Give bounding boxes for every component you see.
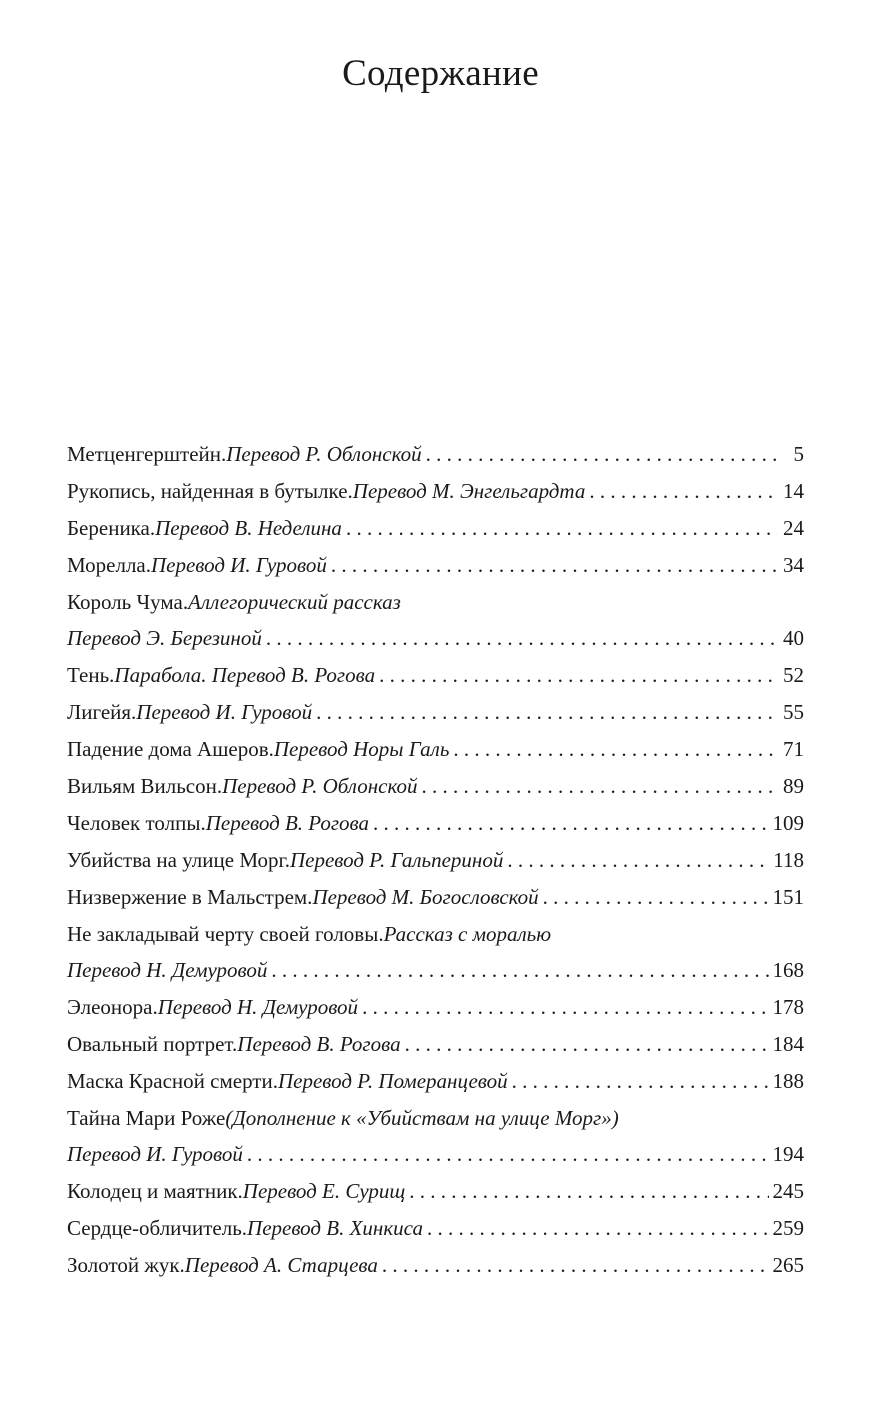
toc-entry-translator: Перевод Р. Померанцевой bbox=[277, 1069, 508, 1093]
toc-entry[interactable] bbox=[67, 731, 804, 767]
toc-entry-translator: Перевод М. Энгельгардта bbox=[352, 479, 586, 503]
toc-entry-page: 52 bbox=[783, 663, 804, 687]
toc-entry-translator: Перевод И. Гуровой bbox=[136, 700, 313, 724]
toc-entry-page: 118 bbox=[773, 848, 804, 872]
toc-entry-title: Маска Красной смерти. bbox=[67, 1069, 278, 1093]
toc-entry-page: 245 bbox=[772, 1179, 804, 1203]
toc-leader-dots bbox=[507, 842, 769, 878]
toc-entry-title: Падение дома Ашеров. bbox=[67, 737, 274, 761]
toc-leader-dots bbox=[382, 1247, 769, 1283]
toc-entry-title: Морелла. bbox=[67, 553, 151, 577]
toc-entry-translator: Перевод И. Гуровой bbox=[151, 553, 327, 577]
toc-entry-subtitle: (Дополнение к «Убийствам на улице Морг») bbox=[225, 1106, 619, 1130]
toc-entry-translator: Перевод И. Гуровой bbox=[67, 1142, 243, 1166]
toc-entry[interactable] bbox=[67, 1173, 804, 1209]
toc-entry-translator: Перевод Норы Галь bbox=[273, 737, 450, 761]
toc-entry-translator: Перевод Р. Облонской bbox=[226, 442, 422, 466]
toc-entry-translator: Перевод В. Хинкиса bbox=[247, 1216, 423, 1240]
toc-entry[interactable] bbox=[67, 916, 804, 988]
toc-entry-title: Лигейя. bbox=[67, 700, 137, 724]
toc-leader-dots bbox=[453, 731, 778, 767]
toc-entry-translator: Парабола. Перевод В. Рогова bbox=[114, 663, 376, 687]
toc-entry[interactable] bbox=[67, 768, 804, 804]
toc-entry-title: Овальный портрет. bbox=[67, 1032, 238, 1056]
toc-entry[interactable] bbox=[67, 657, 804, 693]
toc-entry-page: 55 bbox=[783, 700, 804, 724]
toc-entry-translator: Перевод В. Неделина bbox=[155, 516, 342, 540]
toc-leader-dots bbox=[427, 1210, 769, 1246]
toc-entry[interactable] bbox=[67, 694, 804, 730]
toc-entry-page: 24 bbox=[783, 516, 804, 540]
toc-entry-translator: Перевод Н. Демуровой bbox=[157, 995, 359, 1019]
toc-leader-dots bbox=[589, 473, 778, 509]
toc-leader-dots bbox=[316, 694, 778, 730]
toc-leader-dots bbox=[362, 989, 768, 1025]
table-of-contents bbox=[67, 436, 804, 1284]
toc-entry-translator: Перевод Р. Облонской bbox=[222, 774, 418, 798]
toc-entry[interactable] bbox=[67, 842, 804, 878]
toc-entry-translator: Перевод В. Рогова bbox=[237, 1032, 401, 1056]
toc-leader-dots bbox=[379, 657, 778, 693]
toc-entry[interactable] bbox=[67, 989, 804, 1025]
toc-entry-title: Колодец и маятник. bbox=[67, 1179, 243, 1203]
toc-leader-dots bbox=[512, 1063, 769, 1099]
toc-leader-dots bbox=[373, 805, 768, 841]
toc-leader-dots bbox=[266, 620, 778, 656]
toc-entry[interactable] bbox=[67, 1100, 804, 1172]
toc-entry[interactable] bbox=[67, 1063, 804, 1099]
toc-entry-title: Рукопись, найденная в бутылке. bbox=[67, 479, 353, 503]
toc-entry[interactable] bbox=[67, 1247, 804, 1283]
toc-entry-title: Не закладывай черту своей головы. bbox=[67, 922, 384, 946]
toc-leader-dots bbox=[271, 952, 768, 988]
toc-entry-title: Береника. bbox=[67, 516, 156, 540]
toc-entry-page: 109 bbox=[772, 811, 804, 835]
toc-entry-page: 71 bbox=[783, 737, 804, 761]
toc-leader-dots bbox=[543, 879, 769, 915]
toc-entry-page: 265 bbox=[772, 1253, 804, 1277]
toc-entry-title: Тайна Мари Роже bbox=[67, 1106, 226, 1130]
toc-entry-translator: Перевод Р. Гальпериной bbox=[289, 848, 504, 872]
toc-entry-translator: Перевод Н. Демуровой bbox=[67, 958, 268, 982]
toc-entry-page: 194 bbox=[772, 1142, 804, 1166]
toc-entry-page: 151 bbox=[772, 885, 804, 909]
toc-entry-title: Человек толпы. bbox=[67, 811, 206, 835]
toc-entry-page: 5 bbox=[793, 442, 804, 466]
toc-entry-translator: Перевод Е. Сурищ bbox=[242, 1179, 406, 1203]
toc-leader-dots bbox=[247, 1136, 769, 1172]
toc-entry-subtitle: Рассказ с моралью bbox=[383, 922, 551, 946]
toc-entry-translator: Перевод В. Рогова bbox=[205, 811, 370, 835]
toc-entry-title: Элеонора. bbox=[67, 995, 158, 1019]
toc-leader-dots bbox=[426, 436, 778, 472]
toc-entry-page: 14 bbox=[783, 479, 804, 503]
toc-entry[interactable] bbox=[67, 473, 804, 509]
toc-entry-page: 184 bbox=[772, 1032, 804, 1056]
toc-entry[interactable] bbox=[67, 1210, 804, 1246]
page-title: Содержание bbox=[342, 53, 539, 94]
toc-entry-subtitle: Аллегорический рассказ bbox=[188, 590, 401, 614]
toc-entry[interactable] bbox=[67, 879, 804, 915]
toc-entry-title: Золотой жук. bbox=[67, 1253, 185, 1277]
toc-leader-dots bbox=[421, 768, 778, 804]
toc-entry-page: 188 bbox=[772, 1069, 804, 1093]
toc-leader-dots bbox=[409, 1173, 768, 1209]
toc-entry-title: Метценгерштейн. bbox=[67, 442, 227, 466]
toc-leader-dots bbox=[405, 1026, 769, 1062]
toc-entry[interactable] bbox=[67, 805, 804, 841]
toc-entry-page: 259 bbox=[772, 1216, 804, 1240]
toc-entry-title: Тень. bbox=[67, 663, 115, 687]
toc-entry[interactable] bbox=[67, 584, 804, 656]
toc-entry-page: 168 bbox=[772, 958, 804, 982]
toc-entry[interactable] bbox=[67, 436, 804, 472]
toc-entry-page: 34 bbox=[783, 553, 804, 577]
toc-entry-title: Вильям Вильсон. bbox=[67, 774, 223, 798]
toc-entry-page: 89 bbox=[783, 774, 804, 798]
toc-entry-title: Убийства на улице Морг. bbox=[67, 848, 290, 872]
toc-leader-dots bbox=[346, 510, 778, 546]
toc-entry[interactable] bbox=[67, 510, 804, 546]
toc-entry[interactable] bbox=[67, 1026, 804, 1062]
toc-entry-title: Сердце-обличитель. bbox=[67, 1216, 248, 1240]
toc-entry-translator: Перевод Э. Березиной bbox=[67, 626, 262, 650]
toc-entry[interactable] bbox=[67, 547, 804, 583]
toc-entry-translator: Перевод А. Старцева bbox=[184, 1253, 378, 1277]
toc-leader-dots bbox=[331, 547, 778, 583]
toc-entry-title: Низвержение в Мальстрем. bbox=[67, 885, 313, 909]
toc-entry-translator: Перевод М. Богословской bbox=[312, 885, 539, 909]
toc-entry-page: 178 bbox=[772, 995, 804, 1019]
toc-entry-title: Король Чума. bbox=[67, 590, 189, 614]
toc-entry-page: 40 bbox=[783, 626, 804, 650]
